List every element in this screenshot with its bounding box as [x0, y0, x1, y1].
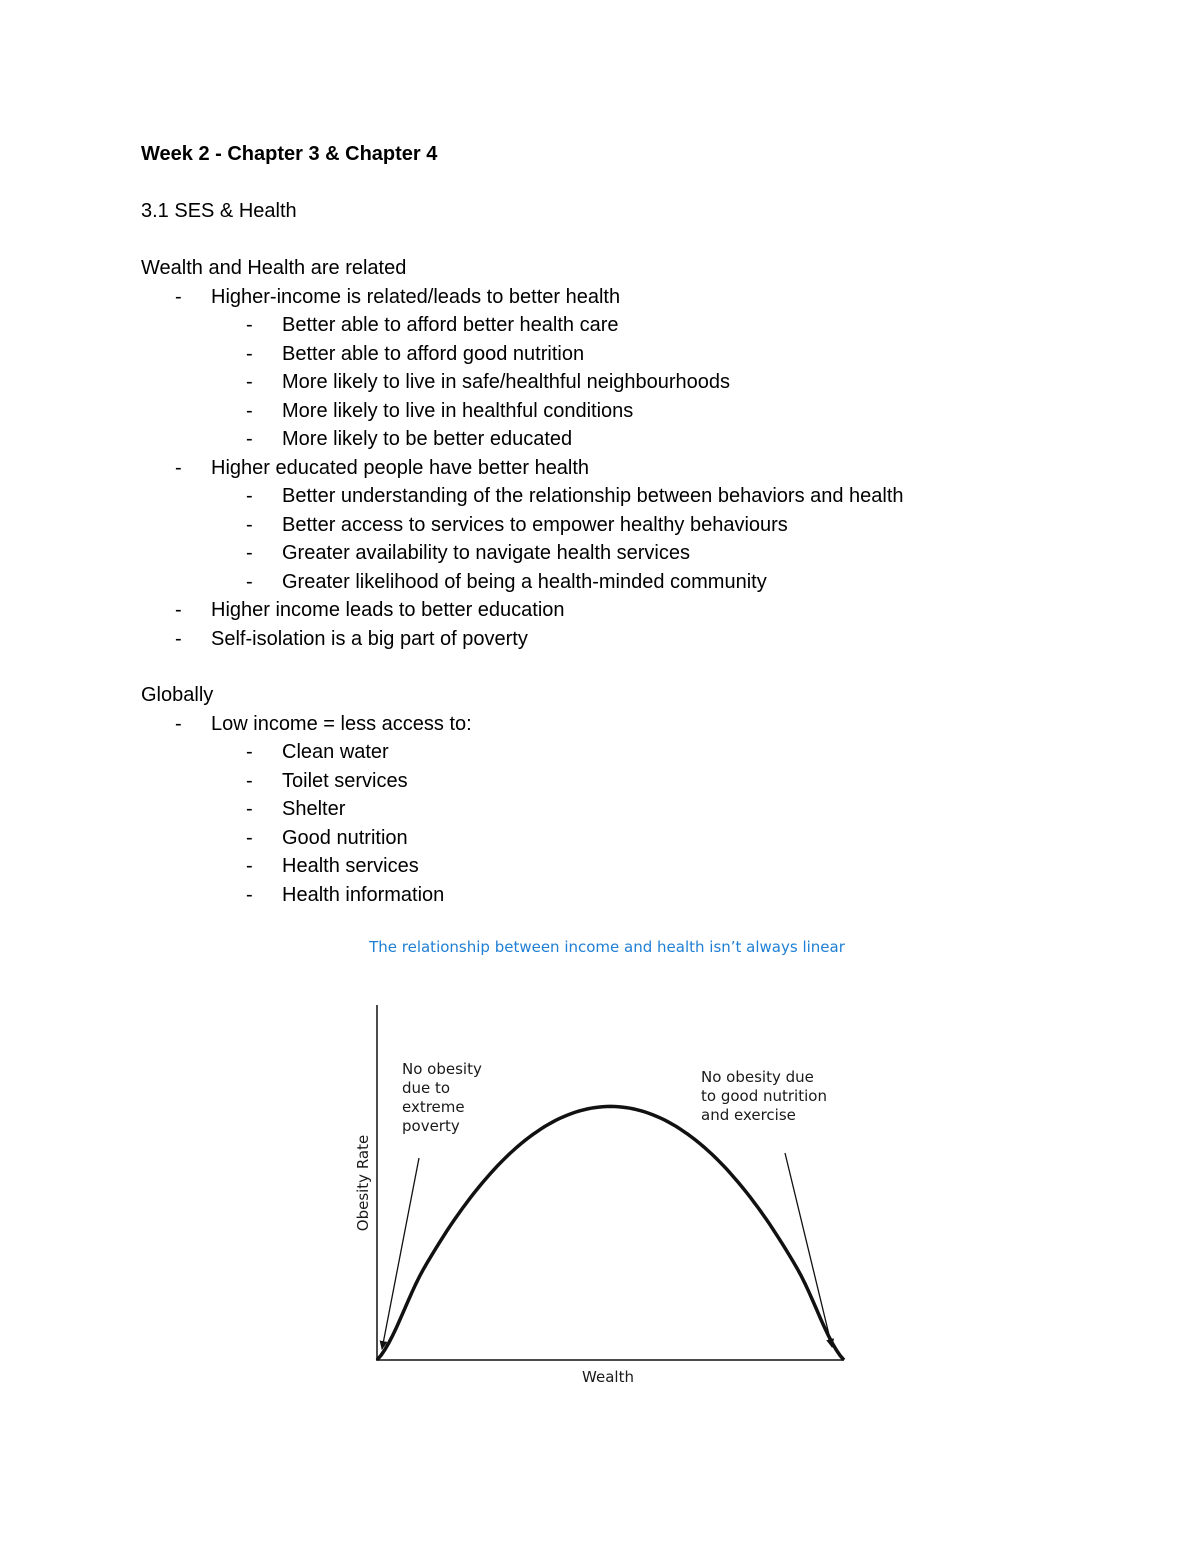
bullet-dash: -	[246, 883, 253, 906]
bullet-list	[141, 710, 1141, 910]
bullet-dash: -	[246, 513, 253, 536]
bullet-dash: -	[175, 627, 182, 650]
sub-list-item-text: Better able to afford good nutrition	[282, 342, 585, 365]
sub-list-container	[141, 311, 1141, 454]
section-subheading: Wealth and Health are related	[141, 257, 407, 279]
bullet-dash: -	[246, 769, 253, 792]
list-item	[141, 625, 1141, 654]
sub-list-item	[211, 397, 1141, 426]
sub-list-container	[141, 738, 1141, 909]
bullet-dash: -	[175, 712, 182, 735]
figure-title: The relationship between income and health isn’t always linear	[369, 938, 845, 956]
sub-list-item	[211, 767, 1141, 796]
sub-list-item-text: Better access to services to empower healthy behaviours	[282, 513, 788, 536]
annotation-line: due to	[402, 1079, 451, 1097]
sub-list-item	[211, 311, 1141, 340]
sub-list-item-text: More likely to live in safe/healthful neighbourhoods	[282, 371, 731, 393]
list-item-text: Higher educated people have better health	[211, 456, 590, 479]
annotation-line: No obesity due	[701, 1068, 814, 1086]
bullet-dash: -	[246, 342, 253, 365]
sub-list-item	[211, 482, 1141, 511]
sub-bullet-list	[211, 482, 1141, 596]
sub-list-item-text: Health information	[282, 883, 445, 906]
bullet-dash: -	[246, 428, 253, 450]
list-item-text: Low income = less access to:	[211, 712, 472, 735]
bullet-dash: -	[246, 798, 253, 820]
sub-list-item	[211, 368, 1141, 397]
sub-list-container	[141, 482, 1141, 596]
annotation-line: poverty	[402, 1117, 460, 1135]
sub-list-item-text: Health services	[282, 855, 419, 877]
sub-list-item	[211, 738, 1141, 767]
sub-list-item	[211, 852, 1141, 881]
sub-list-item-text: Clean water	[282, 741, 389, 763]
bullet-dash: -	[246, 826, 253, 849]
bullet-dash: -	[246, 855, 253, 877]
bullet-dash: -	[246, 741, 253, 763]
obesity-wealth-chart	[330, 925, 870, 1395]
annotation-line: extreme	[402, 1098, 465, 1116]
sub-list-item	[211, 795, 1141, 824]
sub-list-item-text: Toilet services	[282, 769, 408, 792]
sub-list-item	[211, 425, 1141, 454]
sub-list-item	[211, 824, 1141, 853]
annotation-right	[701, 1068, 827, 1124]
notes-section	[141, 254, 1141, 653]
sub-list-item	[211, 568, 1141, 597]
x-axis-label: Wealth	[582, 1368, 634, 1386]
bullet-dash: -	[246, 570, 253, 593]
document-page	[141, 140, 1141, 937]
annotation-line: and exercise	[701, 1106, 796, 1124]
bullet-dash: -	[246, 542, 253, 564]
list-item	[141, 283, 1141, 312]
bullet-dash: -	[175, 285, 182, 308]
sub-bullet-list	[211, 738, 1141, 909]
sub-list-item-text: Greater likelihood of being a health-minded community	[282, 570, 767, 593]
annotation-left	[402, 1060, 482, 1135]
sub-list-item	[211, 511, 1141, 540]
sub-list-item	[211, 340, 1141, 369]
bullet-dash: -	[246, 314, 253, 336]
list-item-text: Self-isolation is a big part of poverty	[211, 627, 528, 650]
notes-section	[141, 681, 1141, 909]
bullet-dash: -	[246, 485, 253, 507]
y-axis-label: Obesity Rate	[354, 1134, 372, 1232]
sub-list-item-text: Greater availability to navigate health services	[282, 542, 690, 564]
sub-bullet-list	[211, 311, 1141, 454]
list-item-text: Higher-income is related/leads to better health	[211, 285, 621, 308]
list-item	[141, 596, 1141, 625]
annotation-line: No obesity	[402, 1060, 482, 1078]
sub-list-item-text: More likely to be better educated	[282, 428, 573, 450]
sub-list-item	[211, 881, 1141, 910]
bullet-dash: -	[175, 456, 182, 479]
notes-body	[141, 254, 1141, 909]
sub-list-item-text: More likely to live in healthful conditions	[282, 399, 634, 422]
bullet-dash: -	[175, 599, 182, 621]
annotation-line: to good nutrition	[701, 1087, 827, 1105]
sub-list-item	[211, 539, 1141, 568]
bullet-dash: -	[246, 399, 253, 422]
page-title: Week 2 - Chapter 3 & Chapter 4	[141, 143, 438, 165]
bullet-list	[141, 283, 1141, 654]
sub-list-item-text: Shelter	[282, 798, 346, 820]
sub-list-item-text: Better understanding of the relationship between behaviors and health	[282, 485, 904, 507]
series-curve	[377, 1106, 844, 1360]
list-item	[141, 710, 1141, 739]
arrow-right	[785, 1153, 832, 1347]
list-item	[141, 454, 1141, 483]
bullet-dash: -	[246, 371, 253, 393]
sub-list-item-text: Good nutrition	[282, 826, 408, 849]
section-heading: 3.1 SES & Health	[141, 200, 297, 222]
income-obesity-figure	[330, 925, 870, 1395]
section-subheading: Globally	[141, 684, 214, 706]
sub-list-item-text: Better able to afford better health care	[282, 314, 619, 336]
list-item-text: Higher income leads to better education	[211, 599, 565, 621]
